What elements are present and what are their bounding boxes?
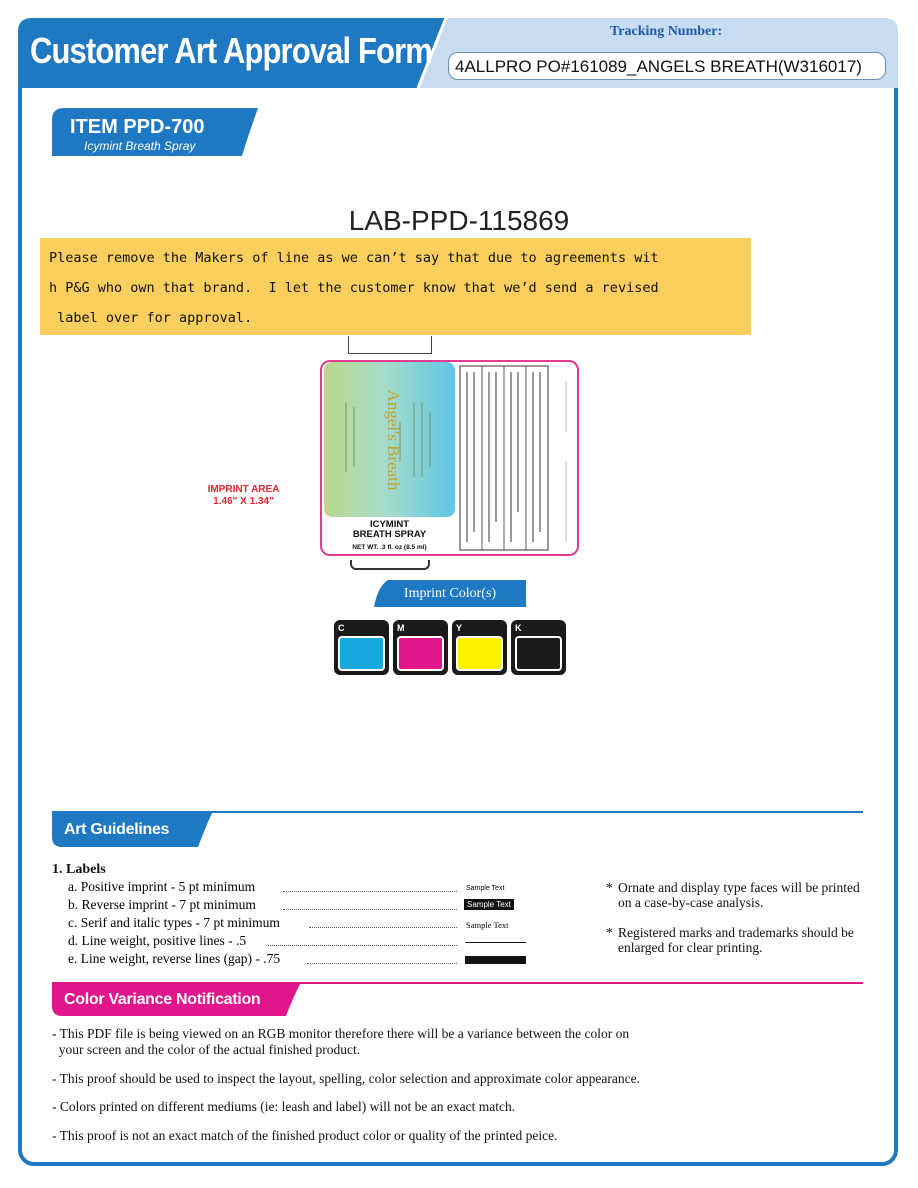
angels-breath-artwork: [324, 362, 455, 517]
guideline-note: * Ornate and display type faces will be printed on a case-by-case analysis.: [606, 880, 876, 910]
guideline-item: c. Serif and italic types - 7 pt minimum: [68, 915, 280, 930]
svg-text:Angel's Breath: Angel's Breath: [384, 389, 403, 491]
imprint-area-artwork: [324, 362, 455, 517]
revision-note: Please remove the Makers of line as we can’t say that due to agreements wit h P&G who own that brand. I let the customer know that we’d send a revised label over for approval.: [40, 238, 751, 335]
product-name: [324, 520, 455, 540]
swatch-fill: [515, 636, 562, 671]
swatch-label: M: [397, 623, 405, 633]
leader-dots: [283, 909, 457, 910]
imprint-area-label: [196, 484, 291, 508]
imprint-area-size: 1.46" X 1.34": [213, 496, 274, 507]
spray-cap-outline: [348, 336, 432, 354]
lab-number: LAB-PPD-115869: [348, 205, 570, 236]
item-badge-text: [70, 116, 204, 153]
header: [18, 18, 898, 88]
sample-reverse: Sample Text: [464, 899, 514, 910]
leader-dots: [283, 891, 457, 892]
guideline-item: e. Line weight, reverse lines (gap) - .75: [68, 951, 281, 966]
leader-dots: [307, 963, 457, 964]
guideline-note: * Registered marks and trademarks should be enlarged for clear printing.: [606, 925, 876, 955]
product-name-line2: BREATH SPRAY: [352, 529, 427, 540]
swatch-label: C: [338, 623, 345, 633]
swatch-fill: [338, 636, 385, 671]
tracking-number-field: 4ALLPRO PO#161089_ANGELS BREATH(W316017): [448, 52, 886, 80]
imprint-colors-title: Imprint Color(s): [403, 586, 497, 601]
guideline-note-text: Ornate and display type faces will be printed on a case-by-case analysis.: [618, 880, 860, 910]
guideline-item: a. Positive imprint - 5 pt minimum: [68, 879, 256, 894]
swatch-magenta: [393, 620, 448, 675]
art-guidelines-title: Art Guidelines: [64, 821, 170, 838]
form-title: Customer Art Approval Form: [30, 30, 432, 71]
art-guidelines-list: [52, 862, 532, 878]
labels-heading: 1. Labels: [52, 862, 106, 877]
swatch-label: Y: [456, 623, 463, 633]
variance-item: - This proof should be used to inspect the layout, spelling, color selection and approximate color appearance.: [52, 1071, 640, 1086]
tracking-label: Tracking Number:: [610, 24, 723, 39]
spray-base-outline: [350, 560, 430, 570]
net-weight: NET WT. .3 fl. oz (8.5 ml): [352, 544, 427, 551]
swatch-label: K: [515, 623, 522, 633]
imprint-area-title: IMPRINT AREA: [207, 484, 280, 495]
variance-item: - Colors printed on different mediums (ie: leash and label) will not be an exact match.: [52, 1099, 516, 1114]
item-name: Icymint Breath Spray: [84, 139, 196, 153]
swatch-yellow: [452, 620, 507, 675]
sample-reverse-line: [465, 956, 526, 960]
swatch-fill: [456, 636, 503, 671]
variance-item: - This PDF file is being viewed on an RGB monitor therefore there will be a variance between the color on your screen and the color of the actual finished product.: [52, 1026, 630, 1057]
guideline-item: d. Line weight, positive lines - .5: [68, 933, 247, 948]
product-name-line1: ICYMINT: [369, 519, 410, 530]
leader-dots: [309, 927, 457, 928]
swatch-black: [511, 620, 566, 675]
guideline-note-text: Registered marks and trademarks should be enlarged for clear printing.: [618, 925, 854, 955]
guideline-item: b. Reverse imprint - 7 pt minimum: [68, 897, 256, 912]
color-variance-title: Color Variance Notification: [64, 991, 261, 1008]
sample-positive: Sample Text: [466, 885, 505, 892]
leader-dots: [268, 945, 457, 946]
swatch-fill: [397, 636, 444, 671]
swatch-cyan: [334, 620, 389, 675]
sample-serif: Sample Text: [466, 920, 509, 930]
variance-item: - This proof is not an exact match of the finished product color or quality of the printed peice.: [52, 1128, 558, 1143]
item-code: ITEM PPD-700: [70, 116, 205, 138]
sample-positive-line: [465, 942, 526, 943]
